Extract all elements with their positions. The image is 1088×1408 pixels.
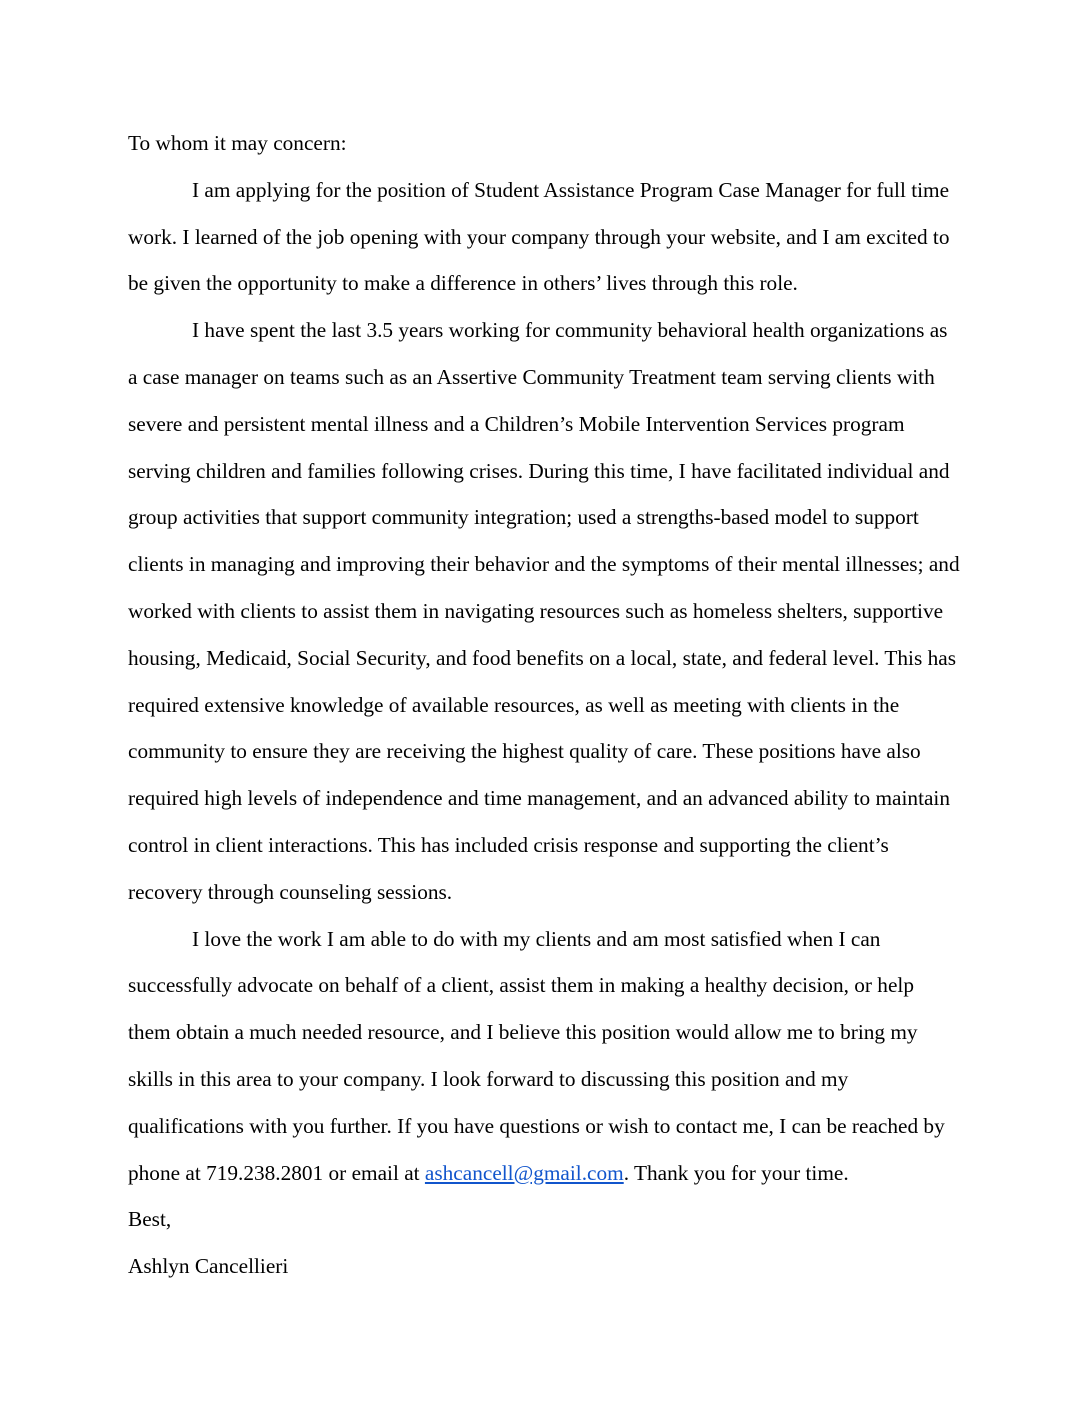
signoff: Best, [128,1207,172,1232]
paragraph-intro: I am applying for the position of Student Assistance Program Case Manager for full time work. I learned of the job opening with your company through your website, and I am excited to be given the opportunity to make a difference in others’ lives through this role. [128,177,950,296]
signature-name: Ashlyn Cancellieri [128,1254,289,1279]
email-link[interactable]: ashcancell@gmail.com [424,1160,624,1185]
paragraph-closing [128,916,960,1197]
salutation: To whom it may concern: [128,131,347,155]
paragraph-experience: I have spent the last 3.5 years working for community behavioral health organizations as a case manager on teams such as an Assertive Community Treatment team serving clients with severe and persistent mental illness and a Children’s Mobile Intervention Services program serving children and families following crises. During this time, I have facilitated individual and group activities that support community integration; used a strengths-based model to support clients in managing and improving their behavior and the symptoms of their mental illnesses; and worked with clients to assist them in navigating resources such as homeless shelters, supportive housing, Medicaid, Social Security, and food benefits on a local, state, and federal level. This has required extensive knowledge of available resources, as well as meeting with clients in the community to ensure they are receiving the highest quality of care. These positions have also required high levels of independence and time management, and an advanced ability to maintain control in client interactions. This has included crisis response and supporting the client’s recovery through counseling sessions. [128,318,960,904]
closing-text-before-link: I love the work I am able to do with my clients and am most satisfied when I can successfully advocate on behalf of a client, assist them in making a healthy decision, or help them obtain a much needed resource, and I believe this position would allow me to bring my skills in this area to your company. I look forward to discussing this position and my qualifications with you further. If you have questions or wish to contact me, I can be reached by phone at 719.238.2801 or email at [128,926,945,1185]
closing-text-after-link: . Thank you for your time. [623,1160,849,1185]
